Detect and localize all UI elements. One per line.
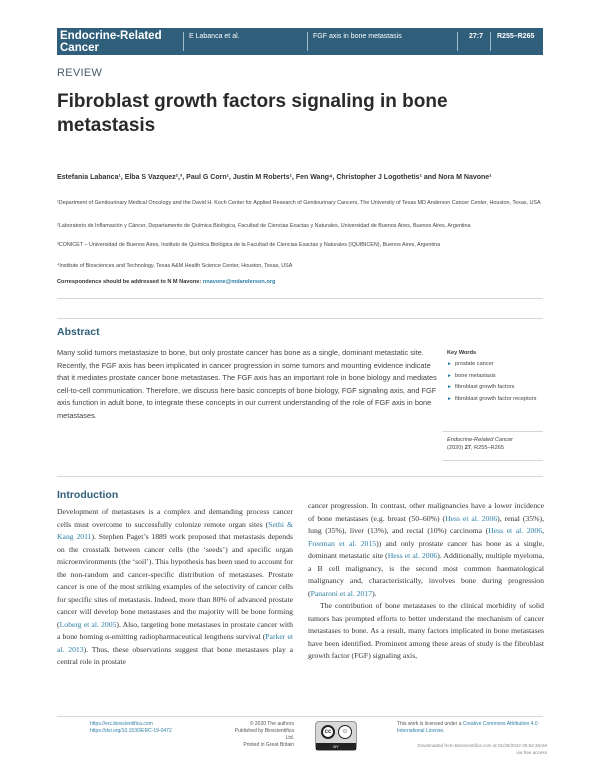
journal-url-link[interactable]: https://erc.bioscientifica.com (90, 721, 153, 727)
printed-in: Printed in Great Britain (243, 742, 294, 748)
license-text (397, 721, 547, 735)
citation-pages: , R255–R265 (470, 445, 504, 451)
header-divider (490, 32, 491, 51)
citation-link[interactable]: Hess et al. 2006 (387, 551, 438, 560)
person-icon: ☺ (338, 725, 352, 739)
body-text: )) and only prostate cancer has bone as a single, dominant metastatic site ( (308, 538, 544, 560)
section-divider (57, 318, 543, 319)
citation-link[interactable]: Loberg et al. 2005 (59, 619, 117, 629)
body-text: cancer progression. In contrast, other malignancies have a lower incidence of bone metastases (e.g. breast (50–60%) ( (308, 501, 544, 523)
body-text: ). Also, targeting bone metastases in prostate cancer with a bone homing α-emitting radiopharmaceutical lengthens survival ( (57, 619, 294, 641)
section-divider (57, 298, 543, 299)
creative-commons-badge[interactable] (315, 721, 357, 751)
body-text: ). Stephen Paget’s 1889 work proposed that metastasis depends on the crosstalk between cancer cells (the ‘seeds’) and specific organ microenvironments (the ‘soil’). This hypothesis has been used to account for the non-random and cancer-specific distribution of metastases. Prostate cancer is one of the most striking examples of the selectivity of cancer cells for specific sites of metastasis. Indeed, more than 80% of advanced prostate cancer will develop bone metastases and the majority will be bone forming ( (57, 532, 293, 629)
doi-link[interactable]: https://doi.org/10.1530/ERC-19-0472 (90, 728, 172, 734)
body-text: Development of metastases is a complex and demanding process cancer cells must overcome to successfully colonize remote organ sites ( (57, 507, 293, 529)
bullet-icon: ► (447, 372, 452, 379)
header-volume: 27:7 (469, 33, 484, 40)
body-text: , (542, 526, 544, 535)
body-text: ). Thus, these observations suggest that bone metastases play a central role in prostate (57, 644, 293, 666)
header-divider (183, 32, 184, 51)
keyword-label: fibroblast growth factor receptors (455, 395, 537, 402)
author-list: Estefania Labanca¹, Elba S Vazquez²,³, Paul G Corn¹, Justin M Roberts¹, Fen Wang⁴, Christopher J Logothetis¹ and Nora M Navone¹ (57, 174, 492, 181)
keyword-item (447, 395, 547, 404)
article-title: Fibroblast growth factors signaling in bone metastasis (57, 91, 448, 136)
keyword-label: fibroblast growth factors (455, 384, 515, 390)
download-note (397, 742, 547, 756)
keyword-label: bone metastasis (455, 372, 496, 379)
footer-links (90, 721, 172, 735)
abstract-text: Many solid tumors metastasize to bone, but only prostate cancer has bone as a single, dominant metastatic site. Recently, the FGF axis has been implicated in cancer progression in some tumors and mounting evidence indicate that it mediates prostate cancer bone metastases. The FGF axis has an important role in bone biology and mediates cell-to-cell communication. Therefore, we discuss here basic concepts of bone biology, FGF signaling axis, and FGF axis function in adult bone, to integrate these concepts in our current understanding of the role of FGF axis in bone metastases. (57, 348, 437, 420)
intro-right-column (308, 500, 544, 663)
citation-link[interactable]: Hess et al. 2006 (488, 526, 543, 535)
keyword-item (447, 360, 547, 369)
header-divider (307, 32, 308, 51)
body-text: ), renal (35%), lung (35%), liver (13%), and rectal (10%) carcinoma ( (308, 513, 544, 535)
citation-box (443, 431, 543, 461)
correspondence (57, 279, 547, 285)
citation-link[interactable]: Parker et al. 2013 (57, 632, 293, 654)
affiliation: ¹Department of Genitourinary Medical Oncology and the David H. Koch Center for Applied Research of Genitourinary Cancers, The University of Texas MD Anderson Cancer Center, Houston, Texas, USA (57, 200, 541, 206)
citation-link[interactable]: Hess et al. 2006 (445, 513, 498, 523)
article-type: REVIEW (57, 67, 103, 79)
bullet-icon: ► (447, 361, 452, 367)
affiliation: ³CONICET – Universidad de Buenos Aires, Instituto de Química Biológica de la Facultad de Ciencias Exactas y Naturales (IQUIBICEN), Buenos Aires, Argentina (57, 242, 441, 248)
body-text: ). Additionally, multiple myeloma, a B cell malignancy, is the second most common haematological malignancy and, characteristically, involves bone during progression ( (308, 551, 545, 598)
citation-ref (447, 444, 539, 452)
citation-link[interactable]: Freeman et al. 2015 (308, 538, 377, 548)
keywords-list (447, 360, 547, 406)
bullet-icon: ► (447, 384, 452, 390)
introduction-heading: Introduction (57, 489, 119, 501)
citation-link[interactable]: Sethi & Kang 2011 (57, 519, 293, 541)
abstract-heading: Abstract (57, 326, 100, 338)
keywords-heading: Key Words (447, 350, 477, 356)
intro-left-column (57, 506, 293, 669)
license-link[interactable]: Creative Commons Attribution 4.0 International License. (397, 721, 538, 734)
publisher: Published by Bioscientifica Ltd. (234, 728, 294, 741)
header-authors: E Labanca et al. (189, 33, 240, 40)
keyword-label: prostate cancer (455, 361, 494, 367)
intro-right-paragraph-1 (308, 500, 544, 600)
body-text: ). (372, 588, 377, 598)
journal-header-bar (57, 28, 543, 55)
citation-link[interactable]: Panaroni et al. 2017 (310, 588, 373, 598)
journal-name: Endocrine-Related Cancer (60, 30, 162, 54)
section-divider (57, 476, 543, 477)
citation-volume: 27 (464, 445, 471, 451)
footer-divider (57, 716, 543, 717)
keyword-item (447, 372, 547, 381)
by-label: BY (316, 743, 356, 750)
cc-icon: cc (321, 725, 335, 739)
correspondence-email-link[interactable]: nnavone@mdanderson.org (202, 279, 276, 285)
header-short-title: FGF axis in bone metastasis (313, 33, 402, 40)
bullet-icon: ► (447, 395, 452, 402)
correspondence-label: Correspondence should be addressed to N M Navone: (57, 279, 202, 285)
affiliation: ⁴Institute of Biosciences and Technology, Texas A&M Health Science Center, Houston, Texas, USA (57, 263, 293, 269)
footer-publisher (228, 721, 294, 749)
affiliation: ²Laboratorio de Inflamación y Cáncer, Departamento de Química Biológica, Facultad de Ciencias Exactas y Naturales, Universidad de Buenos Aires, Buenos Aires, Argentina (57, 223, 471, 229)
intro-right-paragraph-2: The contribution of bone metastases to the clinical morbidity of solid tumors has prompted efforts to better understand the mechanism of cancer metastases to bone. As a result, many factors implicated in bone metastases have been identified. Prominent among these areas of study is the fibroblast growth factor (FGF) signaling axis, (308, 601, 544, 660)
copyright: © 2020 The authors (249, 721, 294, 727)
download-timestamp: Downloaded from Bioscientifica.com at 01/26/2022 05:54:33AM (417, 743, 547, 748)
citation-year: (2020) (447, 445, 464, 451)
header-pages: R255–R265 (497, 33, 535, 40)
license-prefix: This work is licensed under a (397, 721, 463, 727)
keyword-item (447, 383, 547, 392)
citation-journal: Endocrine-Related Cancer (447, 437, 513, 443)
header-divider (457, 32, 458, 51)
access-note: via free access (516, 750, 547, 755)
